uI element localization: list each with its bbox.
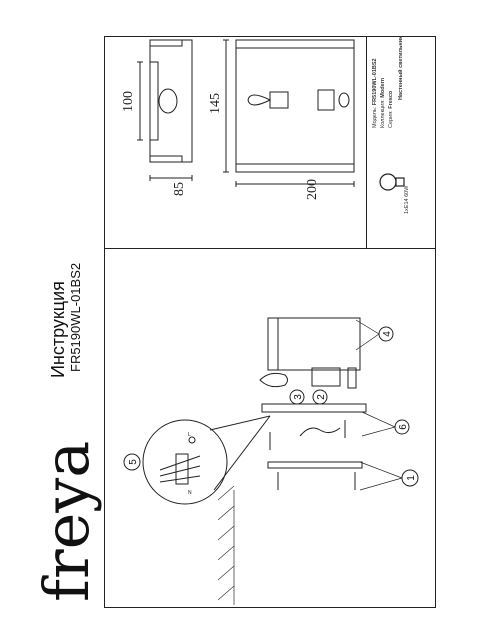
spec-row-2	[380, 78, 386, 128]
mounting-bar	[262, 404, 366, 490]
dim-shade-height: 145	[208, 93, 223, 114]
callout-3: 3	[293, 394, 304, 400]
spec-row-3	[388, 91, 394, 128]
dim-bracket-depth: 85	[172, 182, 187, 196]
dim-shade-width: 200	[305, 179, 320, 200]
wiring-detail	[143, 416, 270, 504]
callout-2: 2	[316, 394, 327, 400]
callout-5: 5	[128, 459, 139, 465]
wire-label-live: L	[188, 432, 191, 438]
callout-6: 6	[398, 424, 409, 430]
callout-numbers	[128, 331, 417, 481]
bulb-icon	[380, 174, 404, 190]
wire-label-neutral: N	[188, 490, 192, 496]
spec-series-label: Серия:	[388, 110, 394, 128]
bracket-side-view	[137, 40, 192, 181]
spec-collection-label: Коллекция:	[380, 99, 386, 128]
spec-bulb: 1xE14 60W	[404, 185, 410, 214]
model-number: FR5190WL-01BS2	[68, 262, 83, 372]
spec-type-value: Настенный светильник	[398, 36, 404, 100]
shade-exploded	[260, 318, 360, 388]
spec-series-value: Fresco	[388, 90, 394, 109]
callout-leaders	[356, 320, 402, 490]
spec-row-4	[398, 36, 404, 100]
spec-row-1	[372, 58, 378, 128]
spec-collection-value: Modern	[380, 77, 386, 98]
dim-bracket-height: 100	[121, 91, 136, 112]
wall-hatch	[218, 486, 234, 605]
spec-model-label: Модель:	[372, 106, 378, 128]
shade-front-view	[223, 40, 354, 187]
callout-1: 1	[406, 475, 417, 481]
spec-model-value: FR5190WL-01BS2	[372, 58, 378, 106]
brand-logo: freya	[30, 440, 103, 602]
callout-4: 4	[382, 331, 393, 337]
page-title: Инструкция	[48, 281, 68, 378]
